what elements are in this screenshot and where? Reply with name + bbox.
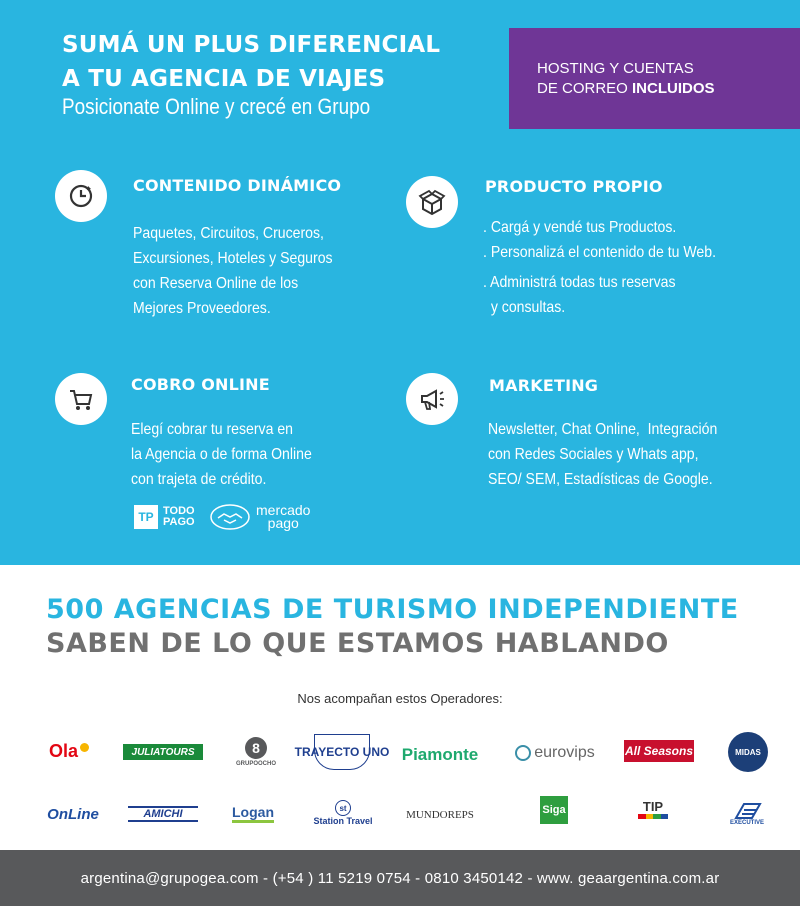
operator-logo-tip: TIP xyxy=(636,794,670,824)
feature-text-cobro: Elegí cobrar tu reserva en la Agencia o de forma Online con trajeta de crédito. xyxy=(131,421,312,488)
operator-logo-logan: Logan xyxy=(230,800,276,826)
operator-logo-amichi: AMICHI xyxy=(128,806,198,822)
headline-line-1: SUMÁ UN PLUS DIFERENCIAL xyxy=(62,32,441,58)
feature-title-producto: PRODUCTO PROPIO xyxy=(485,177,663,196)
operator-logo-executive: EXECUTIVE xyxy=(722,800,772,828)
contact-footer: argentina@grupogea.com - (+54 ) 11 5219 0754 - 0810 3450142 - www. geaargentina.com.ar xyxy=(0,850,800,906)
todopago-logo: TP TODO PAGO xyxy=(134,505,195,529)
operator-logo-allseasons: All Seasons xyxy=(624,740,694,762)
todopago-mark: TP xyxy=(134,505,158,529)
feature-title-marketing: MARKETING xyxy=(489,376,599,395)
mercadopago-logo: mercado pago xyxy=(210,503,310,531)
operator-logo-midas: MIDAS xyxy=(728,732,768,772)
hosting-line-2: DE CORREO INCLUIDOS xyxy=(537,80,715,97)
megaphone-icon xyxy=(406,373,458,425)
operator-logo-juliatours: JULIATOURS xyxy=(123,744,203,760)
operator-logo-grupoocho: 8 GRUPOOCHO xyxy=(236,732,276,772)
operator-logo-ola: Ola xyxy=(45,738,93,764)
operator-logo-trayectouno: TRAYECTO UNO xyxy=(314,734,370,770)
handshake-icon xyxy=(210,503,250,531)
feature-text-producto: . Cargá y vendé tus Productos. . Personalizá el contenido de tu Web. . Administrá todas tus reservas y consultas. xyxy=(483,219,716,316)
agencies-headline: 500 AGENCIAS DE TURISMO INDEPENDIENTE xyxy=(46,594,739,625)
feature-title-contenido: CONTENIDO DINÁMICO xyxy=(133,176,342,195)
box-icon xyxy=(406,176,458,228)
hosting-badge xyxy=(509,28,800,129)
hosting-line-1: HOSTING Y CUENTAS xyxy=(537,60,694,77)
operator-logo-mundoreps: MUNDOREPS xyxy=(406,809,474,821)
hero-subline: Posicionate Online y crecé en Grupo xyxy=(62,94,371,119)
feature-title-cobro: COBRO ONLINE xyxy=(131,375,270,394)
feature-text-marketing: Newsletter, Chat Online, Integración con Redes Sociales y Whats app, SEO/ SEM, Estadísticas de Google. xyxy=(488,421,718,488)
operator-logo-piamonte: Piamonte xyxy=(401,745,479,764)
operator-logo-eurovips: eurovips xyxy=(510,742,600,764)
cart-icon xyxy=(55,373,107,425)
feature-text-contenido: Paquetes, Circuitos, Cruceros, Excursiones, Hoteles y Seguros con Reserva Online de los Mejores Proveedores. xyxy=(133,225,333,317)
hero-headline xyxy=(62,28,440,96)
headline-line-2: A TU AGENCIA DE VIAJES xyxy=(62,66,386,92)
operator-logo-online: OnLine xyxy=(47,805,99,823)
agencies-subheadline: SABEN DE LO QUE ESTAMOS HABLANDO xyxy=(46,628,669,659)
operator-logo-stationtravel: st Station Travel xyxy=(313,797,373,829)
operator-logo-siga: Siga xyxy=(540,796,568,824)
operators-label: Nos acompañan estos Operadores: xyxy=(297,691,503,706)
clock-icon xyxy=(55,170,107,222)
